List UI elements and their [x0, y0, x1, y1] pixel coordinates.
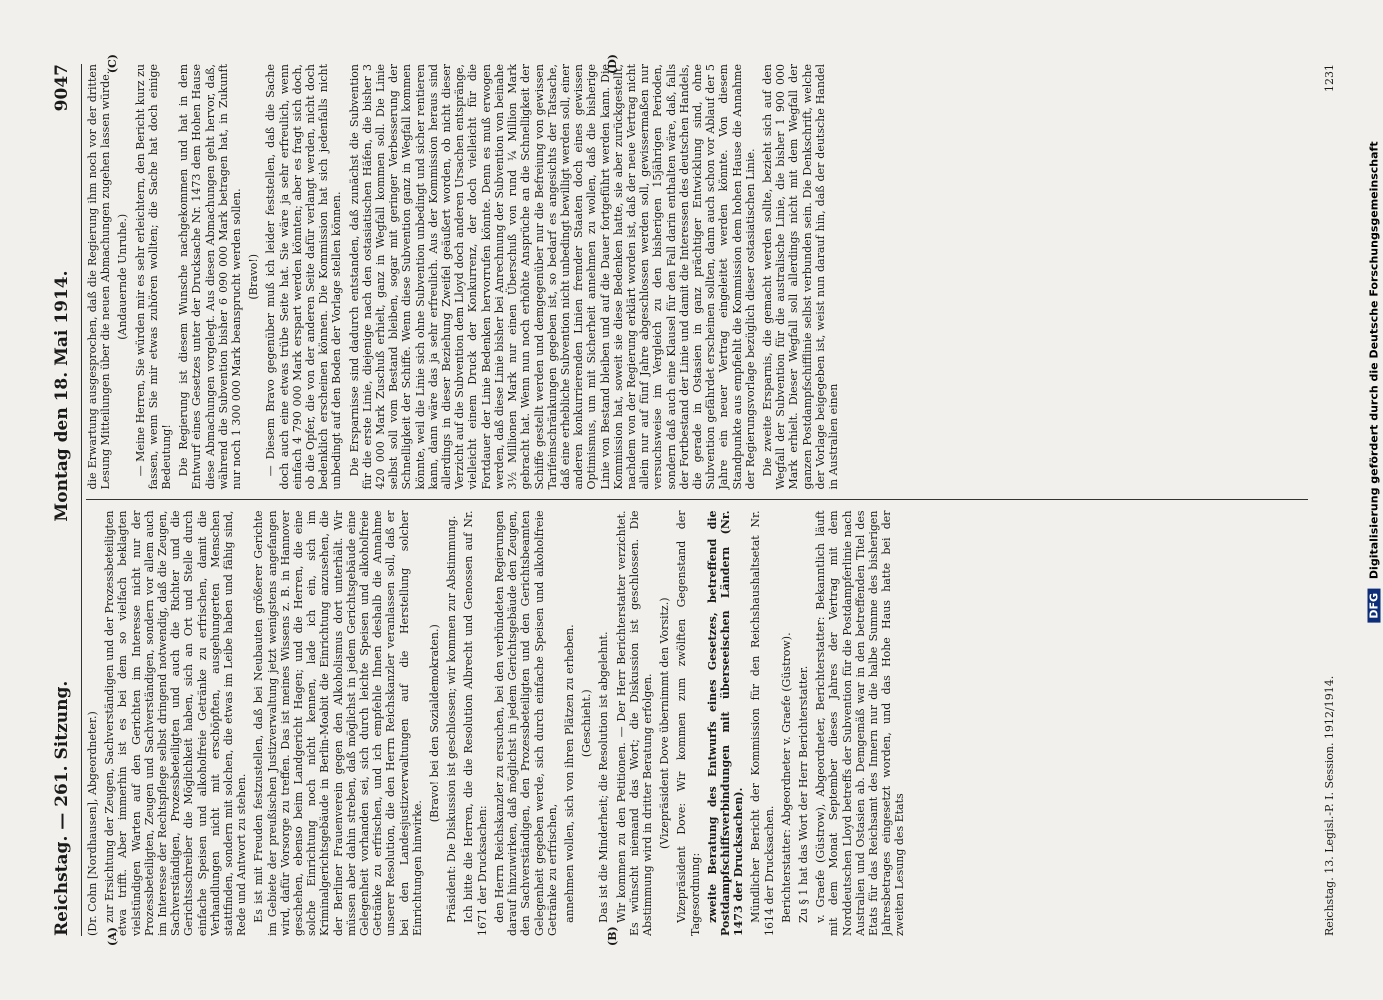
paragraph: zweite Beratung des Entwurfs eines Gesetzes, betreffend die Postdampfschiffsverbindungen mit überseeischen Ländern (Nr. 1473 der Drucksachen).	[705, 510, 745, 936]
paragraph: Die Ersparnisse sind dadurch entstanden, daß zunächst die Subvention für die erste Linie, diejenige nach den ostasiatischen Häfen, die bisher 3 420 000 Mark Zuschuß erhielt, ganz in Wegfall kommen soll. Die Linie selbst soll vom Bestand bleiben, sogar mit geringer Verbesserung der Schnelligkeit der Schiffe. Wenn diese Subvention ganz in Wegfall kommen könnte, weil die Linie sich ohne Subvention unbedingt und sicher rentieren kann, dann wäre das ja sehr erfreulich. Aus der Kommission heraus sind allerdings in dieser Beziehung Zweifel geäußert worden, ob nicht dieser Verzicht auf die Subvention dem Lloyd doch anderen Ursachen entspränge, vielleicht einem Druck der Konkurrenz, der doch vielleicht für die Fortdauer der Linie Bedenken hervorrufen könnte. Denn es muß erwogen werden, daß diese Linie bisher bei Anrechnung der Subvention von beinahe 3½ Millionen Mark nur einen Überschuß von rund ¼ Million Mark gebracht hat. Wenn nun noch erhöhte Ansprüche an die Schnelligkeit der Schiffe gestellt werden und demgegenüber nur die Befreiung von gewissen Tarifeinschränkungen gegeben ist, so bedarf es angesichts der Tatsache, daß eine erhebliche Subvention nicht unbedingt bewilligt werden soll, einer anderen konkurrierenden Linien fremder Staaten doch eines gewissen Optimismus, um mit Sicherheit annehmen zu wollen, daß die bisherige Linie von Bestand bleiben und auf die Dauer fortgeführt werden kann. Die Kommission hat, soweit sie diese Bedenken hatte, sie aber zurückgestellt, nachdem von der Regierung erklärt worden ist, daß der neue Vertrag nicht allein nur auf fünf Jahre abgeschlossen werden soll, gewissermaßen nur versuchsweise im Vergleich zu den bisherigen 15jährigen Perioden, sondern daß auch eine Klausel für den Fall darin enthalten wäre, daß, falls der Fortbestand der Linie und damit die Interessen des deutschen Handels, die gerade in Ostasien in ganz prächtiger Entwicklung sind, ohne Subvention gefährdet erscheinen sollten, dann auch schon vor Ablauf der 5 Jahre ein neuer Vertrag eingeleitet werden könnte. Von diesem Standpunkte aus empfiehlt die Kommission dem hohen Hause die Annahme der Regierungsvorlage bezüglich dieser ostasiatischen Linie.	[347, 64, 757, 490]
paragraph: annehmen wollen, sich von ihren Plätzen zu erheben.	[562, 624, 576, 923]
paragraph: (Geschieht.)	[579, 689, 593, 758]
document-body	[42, 50, 1342, 950]
page-footer	[1323, 64, 1336, 936]
margin-letter-c: (C)	[105, 54, 119, 74]
page-header	[52, 64, 82, 936]
page-number: 9047	[51, 64, 72, 112]
dfg-credit	[1368, 141, 1381, 622]
paragraph: Vizepräsident Dove: Wir kommen zum zwölften Gegenstand der Tagesordnung:	[674, 510, 702, 936]
paragraph: v. Graefe (Güstrow), Abgeordneter, Berichterstatter: Bekanntlich läuft mit dem Monat September dieses Jahres der Vertrag mit dem Norddeutschen Lloyd betreffs der Subvention für die Postdampferlinie nach Australien und Ostasien ab. Demgemäß war in den betreffenden Titel des Etats für das Reichsamt des Innern nur die halbe Summe des bisherigen Jahresbetrages eingesetzt worden, und das Hohe Haus hatte bei der zweiten Lesung des Etats	[813, 510, 906, 936]
paragraph: (Vizepräsident Dove übernimmt den Vorsitz.)	[657, 597, 671, 849]
margin-letter-d: (D)	[605, 54, 619, 74]
header-left: Reichstag. — 261. Sitzung.	[51, 680, 72, 936]
right-column	[86, 64, 1308, 490]
paragraph: (Dr. Cohn [Nordhausen], Abgeordneter.)	[85, 711, 99, 936]
paragraph: zur Ersichtung der Zeugen, Sachverständigen und der Prozessbeteiligten etwa trifft. Aber immerhin ist es bei dem so vielfach beklagten vielstündigen Warten auf den Gerichten im Interesse nicht nur der Prozessbeteiligten, Zeugen und Sachverständigen, sondern vor allem auch im Interesse der Rechtspflege selbst dringend notwendig, daß die Zeugen, Sachverständigen, Prozessbeteiligten und auch die Richter und die Gerichtsschreiber die Möglichkeit haben, sich an Ort und Stelle durch einfache Speisen und alkoholfreie Getränke zu erfrischen, damit die Verhandlungen nicht mit erschöpften, ausgehungerten Menschen stattfinden, sondern mit solchen, die etwas im Leibe haben und fähig sind, Rede und Antwort zu stehen.	[102, 510, 248, 936]
dfg-sidebar	[1360, 12, 1383, 752]
paragraph: Mündlicher Bericht der Kommission für den Reichshaushaltsetat Nr. 1614 der Drucksachen.	[748, 510, 776, 936]
margin-letter-a: (A)	[105, 927, 119, 946]
header-center: Montag den 18. Mai 1914.	[51, 270, 72, 522]
paragraph: — Meine Herren, Sie würden mir es sehr erleichtern, den Bericht kurz zu fassen, wenn Sie mir etwas zuhören wollten; die Sache hat doch einige Bedeutung!	[133, 64, 173, 490]
left-column	[86, 510, 1308, 936]
paragraph: — Diesem Bravo gegenüber muß ich leider feststellen, daß die Sache doch auch eine etwas trübe Seite hat. Sie wäre ja sehr erfreulich, wenn einfach 4 790 000 Mark erspart werden könnten; aber es fragt sich doch, ob die Opfer, die von der anderen Seite dafür verlangt werden, nicht doch bedenklich erscheinen können. Die Kommission hat sich jedenfalls nicht unbedingt auf den Boden der Vorlage stellen können.	[263, 64, 343, 490]
rotated-document	[42, 50, 1342, 950]
paragraph: (Bravo! bei den Sozialdemokraten.)	[427, 624, 441, 823]
footer-right: 1231	[1322, 64, 1336, 92]
paragraph: Die zweite Ersparnis, die gemacht werden sollte, bezieht sich auf den Wegfall der Subvention für die australische Linie, die bisher 1 900 000 Mark erhielt. Dieser Wegfall soll allerdings nicht mit dem Wegfall der ganzen Postdampfschifflinie selbst verbunden sein. Die Denkschrift, welche der Vorlage beigegeben ist, weist nun darauf hin, daß der deutsche Handel in Australien einen	[760, 64, 840, 490]
dfg-logo: DFG	[1368, 589, 1381, 623]
text-columns	[85, 54, 1308, 946]
paragraph: Es ist mit Freuden festzustellen, daß bei Neubauten größerer Gerichte im Gebiete der preußischen Justizverwaltung jetzt wenigstens angefangen wird, dafür Vorsorge zu treffen. Das ist meines Wissens z. B. in Hannover geschehen, ebenso beim Landgericht Hagen; und die Herren, die eine solche Einrichtung noch nicht kennen, lade ich ein, sich im Kriminalgerichtsgebäude in Berlin-Moabit die Einrichtung anzusehen, die der Berliner Frauenverein gegen den Alkoholismus dort unterhält. Wir müssen aber dahin streben, daß möglichst in jedem Gerichtsgebäude eine Gelegenheit vorhanden sei, sich durch leichte Speisen und alkoholfreie Getränke zu erfrischen, und ich empfehle Ihnen deshalb die Annahme unserer Resolution, die den Herrn Reichskanzler veranlassen soll, daß er bei den Landesjustizverwaltungen auf die Herstellung solcher Einrichtungen hinwirke.	[251, 510, 424, 936]
paragraph: die Erwartung ausgesprochen, daß die Regierung ihm noch vor der dritten Lesung Mitteilungen über die neuen Abmachungen zugehen lassen würde.	[85, 64, 112, 490]
paragraph: (Bravo!)	[246, 253, 260, 300]
paragraph: Präsident: Die Diskussion ist geschlossen; wir kommen zur Abstimmung.	[444, 515, 458, 923]
paragraph: Berichterstatter: Abgeordneter v. Graefe (Güstrow).	[779, 632, 793, 923]
paragraph: Die Regierung ist diesem Wunsche nachgekommen und hat in dem Entwurf eines Gesetzes unter der Drucksache Nr. 1473 dem Hohen Hause diese Abmachungen vorgelegt. Aus diesen Abmachungen geht hervor, daß, während die Subvention bisher 6 090 000 Mark betragen hat, in Zukunft nur noch 1 300 000 Mark beansprucht werden sollen.	[176, 64, 243, 490]
dfg-text: Digitalisierung gefördert durch die Deutsche Forschungsgemeinschaft	[1367, 141, 1381, 580]
margin-letter-b: (B)	[605, 926, 619, 946]
paragraph: den Herrn Reichskanzler zu ersuchen, bei den verbündeten Regierungen darauf hinzuwirken, daß möglichst in jedem Gerichtsgebäude den Zeugen, den Sachverständigen, den Prozessbeteiligten und den Gerichtsbeamten Gelegenheit gegeben werde, sich durch einfache Speisen und alkoholfreie Getränke zu erfrischen,	[492, 510, 559, 936]
paragraph: Das ist die Minderheit; die Resolution ist abgelehnt.	[596, 631, 610, 923]
paragraph: Ich bitte die Herren, die die Resolution Albrecht und Genossen auf Nr. 1671 der Drucksachen:	[461, 510, 489, 936]
paragraph: Zu § 1 hat das Wort der Herr Berichterstatter.	[796, 665, 810, 923]
column-divider	[86, 499, 1308, 500]
paragraph: (Andauernde Unruhe.)	[115, 213, 129, 340]
paragraph: Wir kommen zu den Petitionen. — Der Herr Berichterstatter verzichtet. Es wünscht niemand das Wort; die Diskussion ist geschlossen. Die Abstimmung wird in dritter Beratung erfolgen.	[614, 510, 654, 936]
footer-left: Reichstag. 13. Legisl.-P. I. Session. 1912/1914.	[1322, 675, 1336, 936]
